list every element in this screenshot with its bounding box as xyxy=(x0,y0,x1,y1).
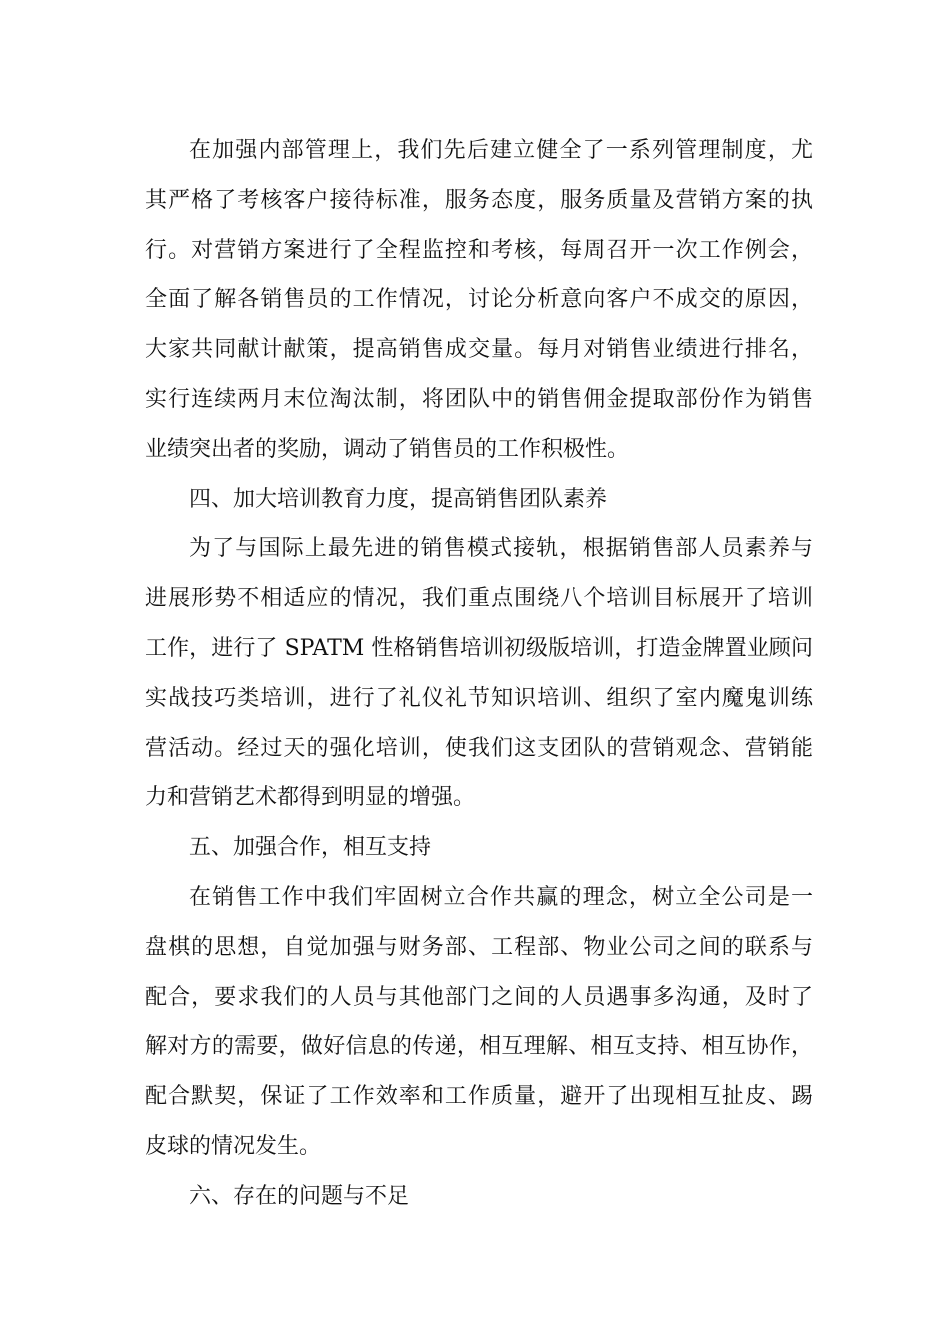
section-heading: 四、加大培训教育力度，提高销售团队素养 xyxy=(189,486,608,512)
paragraph-line: 为了与国际上最先进的销售模式接轨，根据销售部人员素养与 xyxy=(189,536,813,562)
paragraph-line: 进展形势不相适应的情况，我们重点围绕八个培训目标展开了培训 xyxy=(145,586,813,612)
paragraph-line: 营活动。经过天的强化培训，使我们这支团队的营销观念、营销能 xyxy=(145,735,813,761)
paragraph-line: 力和营销艺术都得到明显的增强。 xyxy=(145,785,476,811)
paragraph-line: 皮球的情况发生。 xyxy=(145,1133,322,1159)
paragraph-line: 全面了解各销售员的工作情况，讨论分析意向客户不成交的原因， xyxy=(145,287,813,313)
paragraph-line: 大家共同献计献策，提高销售成交量。每月对销售业绩进行排名， xyxy=(145,337,813,363)
paragraph-line: 在销售工作中我们牢固树立合作共赢的理念，树立全公司是一 xyxy=(189,884,813,910)
paragraph-line: 其严格了考核客户接待标准，服务态度，服务质量及营销方案的执 xyxy=(145,187,813,213)
paragraph-line: 配合，要求我们的人员与其他部门之间的人员遇事多沟通，及时了 xyxy=(145,984,813,1010)
paragraph-line: 实战技巧类培训，进行了礼仪礼节知识培训、组织了室内魔鬼训练 xyxy=(145,685,813,711)
paragraph-line: 实行连续两月末位淘汰制，将团队中的销售佣金提取部份作为销售 xyxy=(145,386,813,412)
paragraph-line: 行。对营销方案进行了全程监控和考核，每周召开一次工作例会， xyxy=(145,237,813,263)
paragraph-line: 在加强内部管理上，我们先后建立健全了一系列管理制度，尤 xyxy=(189,138,813,163)
paragraph-line: 配合默契，保证了工作效率和工作质量，避开了出现相互扯皮、踢 xyxy=(145,1084,813,1110)
section-heading: 六、存在的问题与不足 xyxy=(189,1183,410,1209)
paragraph-line: 工作，进行了 SPATM 性格销售培训初级版培训，打造金牌置业顾问 xyxy=(145,635,813,661)
paragraph-line: 解对方的需要，做好信息的传递，相互理解、相互支持、相互协作， xyxy=(145,1034,813,1060)
document-body xyxy=(145,126,813,1222)
paragraph-line: 业绩突出者的奖励，调动了销售员的工作积极性。 xyxy=(145,436,630,462)
paragraph-line: 盘棋的思想，自觉加强与财务部、工程部、物业公司之间的联系与 xyxy=(145,934,813,960)
section-heading: 五、加强合作，相互支持 xyxy=(189,835,432,861)
